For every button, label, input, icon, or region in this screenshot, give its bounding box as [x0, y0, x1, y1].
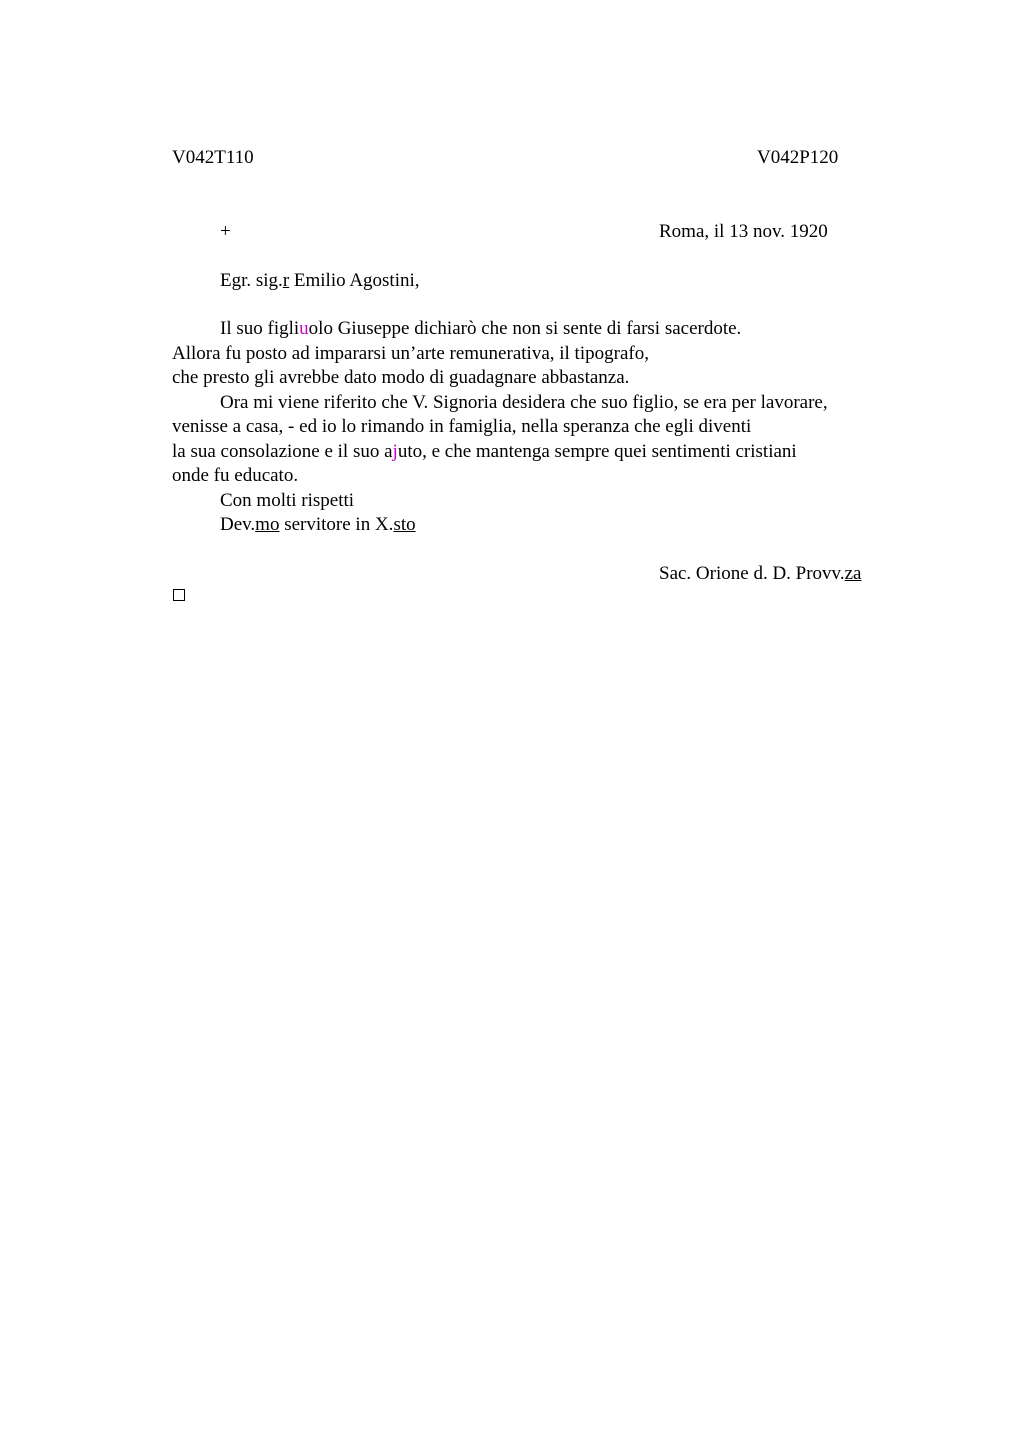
text-segment: Il suo figli: [220, 318, 300, 339]
highlighted-letter: j: [392, 441, 398, 462]
salutation-name: Emilio Agostini,: [289, 270, 420, 291]
end-box-icon: [173, 589, 185, 601]
servant-line: [220, 514, 416, 536]
salutation: [220, 270, 420, 292]
paragraph-1-line-2: Allora fu posto ad impararsi un’arte remunerativa, il tipografo,: [172, 343, 649, 364]
header-left-code: V042T110: [172, 147, 254, 168]
text-segment: Dev.: [220, 514, 256, 535]
signature-superscript: za: [844, 563, 862, 584]
closing-line: Con molti rispetti: [220, 490, 355, 511]
paragraph-1-line-1: [220, 318, 741, 340]
servant-superscript: mo: [255, 514, 280, 535]
header-right-code: V042P120: [757, 147, 839, 168]
salutation-title: Egr. sig.: [220, 270, 283, 291]
paragraph-2-line-1: Ora mi viene riferito che V. Signoria desidera che suo figlio, se era per lavorare,: [220, 392, 828, 413]
signature: [659, 563, 861, 585]
christ-abbreviation: sto: [393, 514, 416, 535]
place-date: Roma, il 13 nov. 1920: [659, 221, 828, 242]
paragraph-2-line-2: venisse a casa, - ed io lo rimando in famiglia, nella speranza che egli diventi: [172, 416, 752, 437]
text-segment: olo Giuseppe dichiarò che non si sente di farsi sacerdote.: [308, 318, 742, 339]
highlighted-letter: u: [299, 318, 309, 339]
paragraph-2-line-4: onde fu educato.: [172, 465, 299, 486]
salutation-superscript: r: [282, 270, 290, 291]
text-segment: uto, e che mantenga sempre quei sentimenti cristiani: [397, 441, 797, 462]
paragraph-2-line-3: [172, 441, 797, 463]
paragraph-1-line-3: che presto gli avrebbe dato modo di guadagnare abbastanza.: [172, 367, 630, 388]
text-segment: Sac. Orione d. D. Provv.: [659, 563, 845, 584]
text-segment: la sua consolazione e il suo a: [172, 441, 393, 462]
text-segment: servitore in X.: [279, 514, 394, 535]
cross-mark: +: [220, 221, 231, 242]
